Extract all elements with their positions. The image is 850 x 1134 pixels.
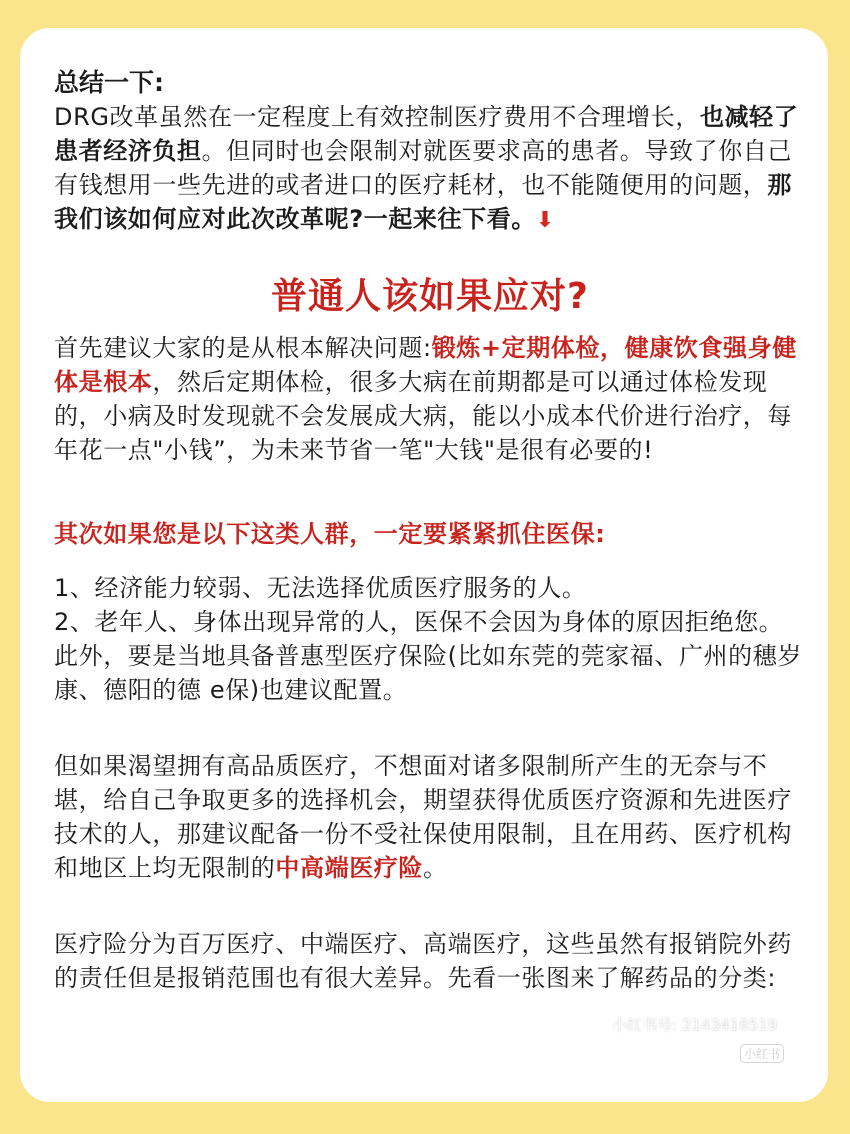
advice-rest: ，然后定期体检，很多大病在前期都是可以通过体检发现的，小病及时发现就不会发展成大病，能以小成本代价进行治疗，每年花一点"小钱”，为未来节省一笔"大钱"是很有必要的! xyxy=(54,368,792,464)
advice-paragraph xyxy=(54,331,806,467)
insurance-paragraph: 医疗险分为百万医疗、中端医疗、高端医疗，这些虽然有报销院外药的责任但是报销范围也有很大差异。先看一张图来了解药品的分类: xyxy=(54,930,792,992)
highend-paragraph xyxy=(54,749,806,885)
content-card xyxy=(20,28,828,1102)
spacer xyxy=(54,707,806,749)
section-heading: 普通人该如果应对? xyxy=(271,276,589,317)
summary-bold-1: 也减轻了患者经济负担 xyxy=(54,103,799,165)
advice-lead: 首先建议大家的是从根本解决问题: xyxy=(54,334,432,362)
summary-text-1: DRG改革虽然在一定程度上有效控制医疗费用不合理增长， xyxy=(54,103,700,131)
highend-end: 。 xyxy=(423,854,448,882)
watermark-text: 小红书号: 2143416519 xyxy=(612,1016,778,1034)
watermark-logo: 小红书 xyxy=(740,1044,784,1063)
summary-text-2: 。但同时也会限制对就医要求高的患者。导致了你自己有钱想用一些先进的或者进口的医疗耗材，也不能随便用的问题， xyxy=(54,137,793,199)
spacer xyxy=(54,467,806,517)
summary-paragraph xyxy=(54,100,806,238)
groups-title: 其次如果您是以下这类人群，一定要紧紧抓住医保: xyxy=(54,520,606,548)
spacer xyxy=(54,551,806,571)
summary-title: 总结一下: xyxy=(54,68,164,97)
summary-bold-2: 那我们该如何应对此次改革呢?一起来往下看。 xyxy=(54,171,793,233)
advice-highlight: 锻炼+定期体检，健康饮食强身健体是根本 xyxy=(54,334,797,396)
spacer xyxy=(54,885,806,927)
arrow-down-icon: ⬇ xyxy=(535,208,555,233)
groups-item-2: 2、老年人、身体出现异常的人，医保不会因为身体的原因拒绝您。此外，要是当地具备普惠型医疗保险(比如东莞的莞家福、广州的穗岁康、德阳的德 e保)也建议配置。 xyxy=(54,608,802,704)
groups-item-1: 1、经济能力较弱、无法选择优质医疗服务的人。 xyxy=(54,574,587,602)
highend-text: 但如果渴望拥有高品质医疗，不想面对诸多限制所产生的无奈与不堪，给自己争取更多的选择机会，期望获得优质医疗资源和先进医疗技术的人，那建议配备一份不受社保使用限制，且在用药、医疗机构和地区上均无限制的 xyxy=(54,752,792,882)
highend-highlight: 中高端医疗险 xyxy=(275,854,424,882)
